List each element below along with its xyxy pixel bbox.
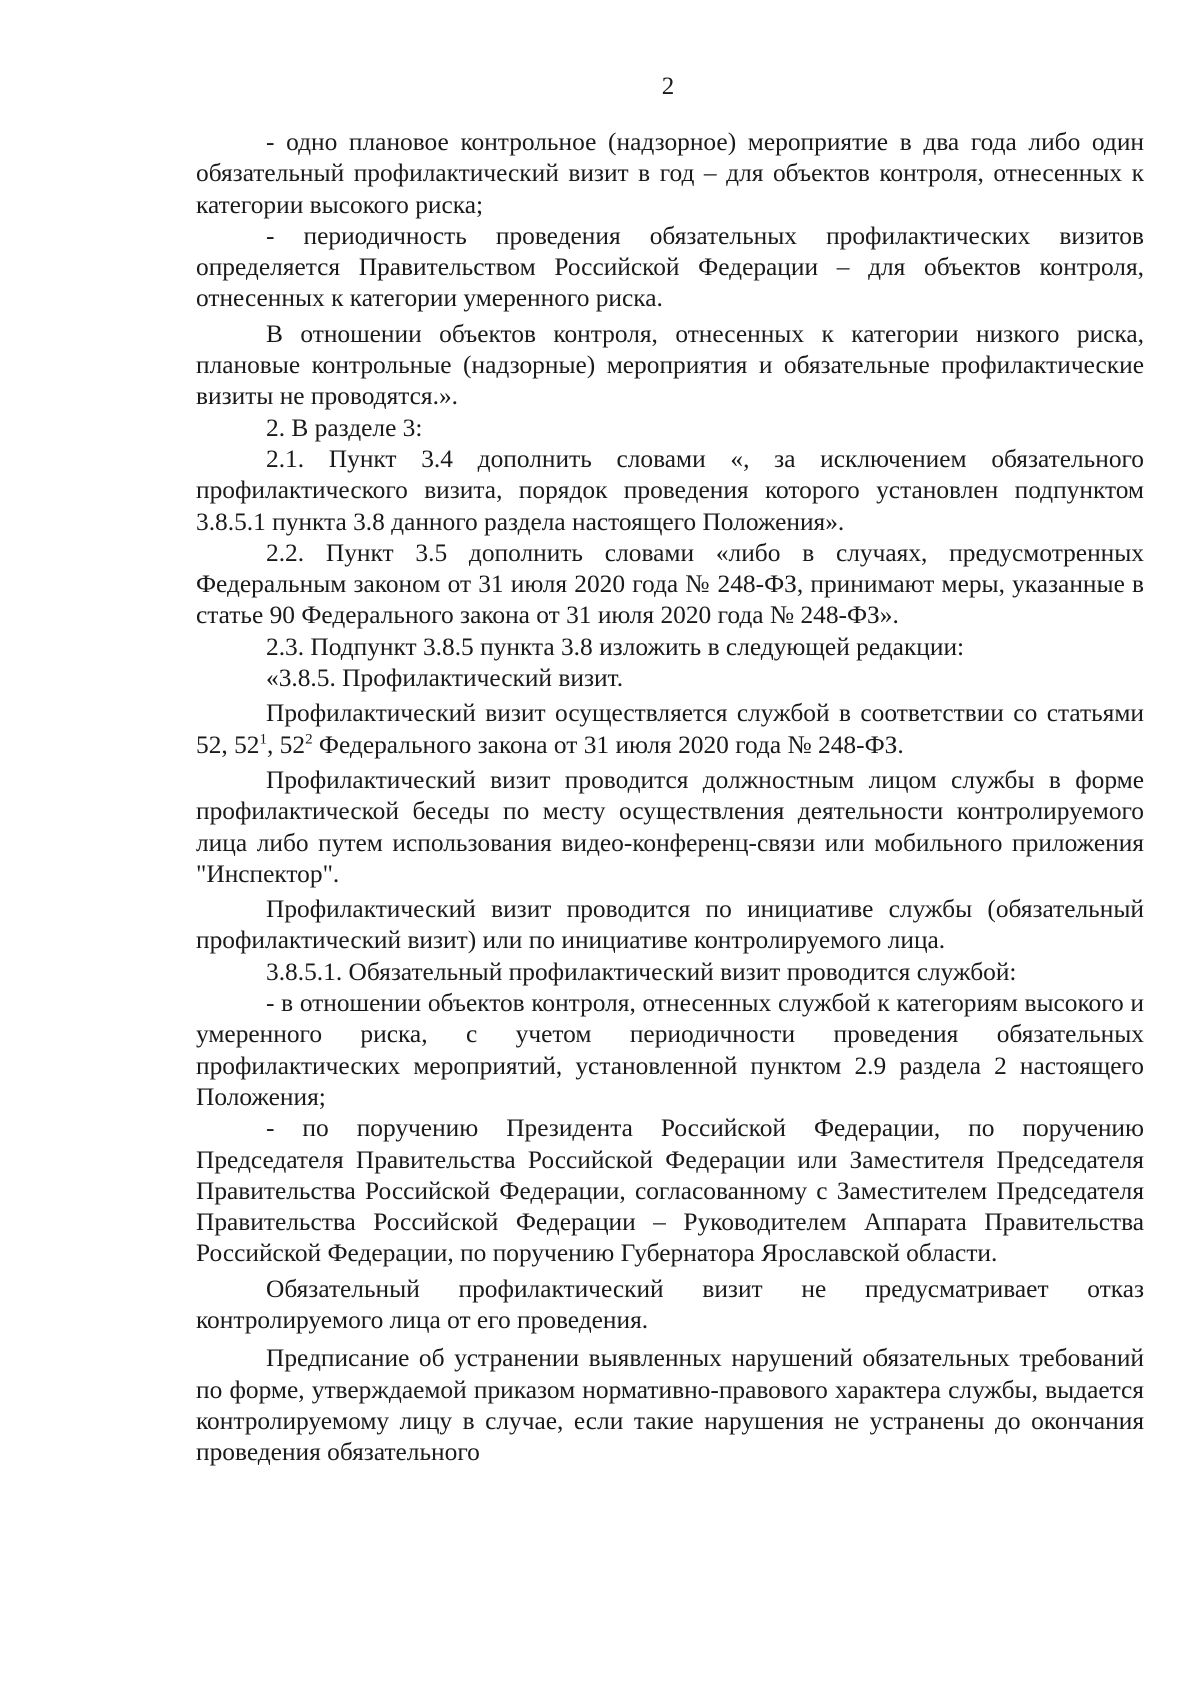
superscript-2: 2	[305, 731, 313, 748]
paragraph-2-1: 2.1. Пункт 3.4 дополнить словами «, за исключением обязательного профилактического визита, порядок проведения которого установлен подпунктом 3.8.5.1 пункта 3.8 данного раздела настоящего Положения».	[196, 444, 1144, 536]
paragraph-moderate-risk: - периодичность проведения обязательных профилактических визитов определяется Правительством Российской Федерации – для объектов контроля, отнесенных к категории умеренного риска.	[196, 221, 1144, 313]
visit-basis-text-start: Профилактический визит осуществляется службой в соответствии со статьями 52, 52	[196, 699, 1144, 759]
paragraph-3-8-5-1: 3.8.5.1. Обязательный профилактический визит проводится службой:	[266, 957, 1017, 986]
paragraph-section-3: 2. В разделе 3:	[266, 413, 423, 442]
paragraph-prescription: Предписание об устранении выявленных нарушений обязательных требований по форме, утверждаемой приказом нормативно-правового характера службы, выдается контролируемому лицу в случае, если такие нарушения не устранены до окончания проведения обязательного	[196, 1344, 1144, 1467]
paragraph-instructions: - по поручению Президента Российской Федерации, по поручению Председателя Правительства Российской Федерации или Заместителя Председателя Правительства Российской Федерации, согласованному с Заместителем Председателя Правительства Российской Федерации – Руководителем Аппарата Правительства Российской Федерации, по поручению Губернатора Ярославской области.	[196, 1114, 1144, 1268]
visit-basis-text-middle: , 52	[266, 730, 306, 759]
superscript-1: 1	[259, 731, 267, 748]
paragraph-visit-form: Профилактический визит проводится должностным лицом службы в форме профилактической беседы по месту осуществления деятельности контролируемого лица либо путем использования видео-конференц-связи или мобильного приложения "Инспектор".	[196, 765, 1144, 888]
page-number: 2	[661, 73, 675, 100]
visit-basis-text-end: Федерального закона от 31 июля 2020 года № 248-ФЗ.	[312, 730, 904, 759]
paragraph-visit-basis	[196, 698, 1144, 761]
paragraph-3-8-5-heading: «3.8.5. Профилактический визит.	[266, 664, 624, 693]
paragraph-2-3: 2.3. Подпункт 3.8.5 пункта 3.8 изложить в следующей редакции:	[266, 632, 965, 661]
paragraph-visit-initiative: Профилактический визит проводится по инициативе службы (обязательный профилактический визит) или по инициативе контролируемого лица.	[196, 895, 1144, 955]
paragraph-high-risk: - одно плановое контрольное (надзорное) мероприятие в два года либо один обязательный профилактический визит в год – для объектов контроля, отнесенных к категории высокого риска;	[196, 128, 1144, 219]
document-body	[196, 127, 1144, 1468]
paragraph-low-risk: В отношении объектов контроля, отнесенных к категории низкого риска, плановые контрольные (надзорные) мероприятия и обязательные профилактические визиты не проводятся.».	[196, 319, 1144, 411]
paragraph-no-refusal: Обязательный профилактический визит не предусматривает отказ контролируемого лица от его проведения.	[196, 1274, 1144, 1334]
paragraph-2-2: 2.2. Пункт 3.5 дополнить словами «либо в случаях, предусмотренных Федеральным законом от 31 июля 2020 года № 248-ФЗ, принимают меры, указанные в статье 90 Федерального закона от 31 июля 2020 года № 248-ФЗ».	[196, 538, 1144, 630]
paragraph-risk-categories: - в отношении объектов контроля, отнесенных службой к категориям высокого и умеренного риска, с учетом периодичности проведения обязательных профилактических мероприятий, установленной пунктом 2.9 раздела 2 настоящего Положения;	[196, 989, 1144, 1111]
